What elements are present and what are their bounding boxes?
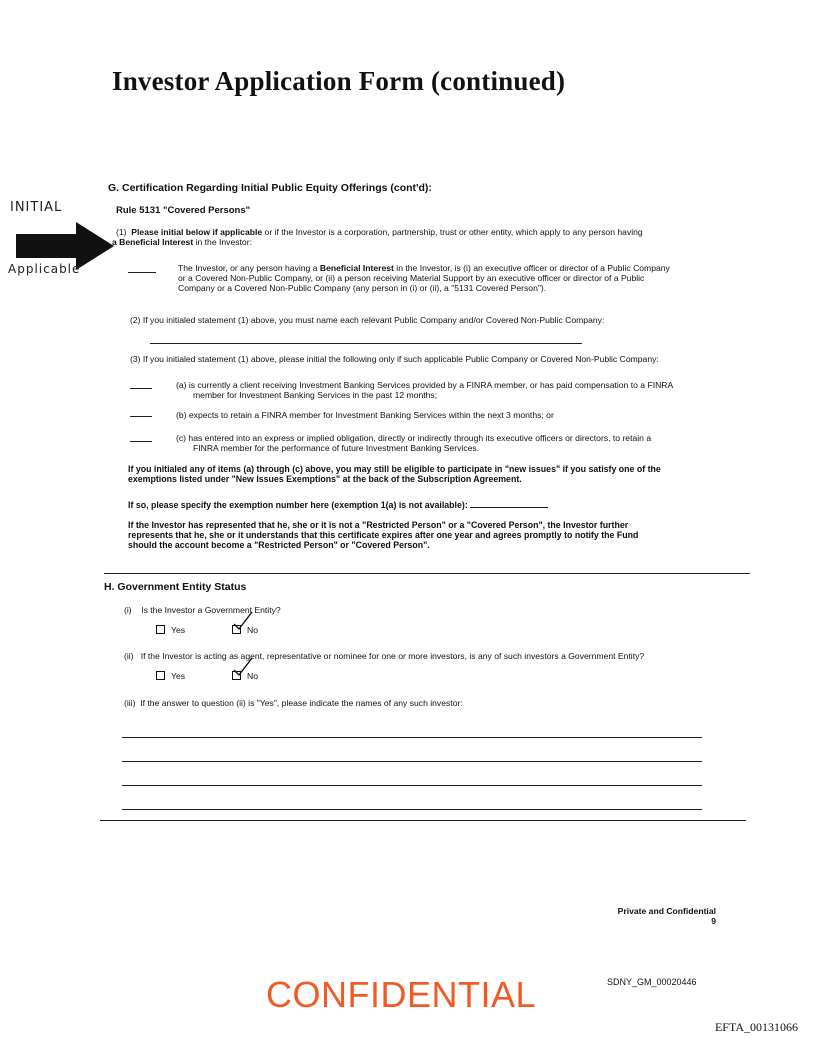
question-1: (i) Is the Investor a Government Entity? xyxy=(124,605,281,615)
question-3: (iii) If the answer to question (ii) is "Yes", please indicate the names of any such investor: xyxy=(124,698,463,708)
section-divider xyxy=(104,573,750,574)
initial-line-a[interactable] xyxy=(130,388,152,389)
private-confidential: Private and Confidential 9 xyxy=(617,906,716,926)
initial-line-c[interactable] xyxy=(130,441,152,442)
efta-number: EFTA_00131066 xyxy=(714,1020,798,1034)
q1-yes-option[interactable]: Yes xyxy=(156,625,185,635)
q2-no-option[interactable]: No xyxy=(232,671,258,681)
statement-1: The Investor, or any person having a Beneficial Interest in the Investor, is (i) an executive officer or director of a Public Company or a Covered Non-Public Company, or (ii) a person receiving Material Support by an executive officer or director of a Public Company or a Covered Non-Public Company (any person in (i) or (ii), a "5131 Covered Person"). xyxy=(178,263,670,293)
item-1-text: (1) Please initial below if applicable or if the Investor is a corporation, partnership, trust or other entity, which apply to any person having xyxy=(116,227,643,237)
item-b-text: (b) expects to retain a FINRA member for Investment Banking Services within the next 3 months; or xyxy=(176,410,554,420)
investor-names-line-4[interactable] xyxy=(122,809,702,810)
item-1-text-2: a Beneficial Interest in the Investor: xyxy=(112,237,252,247)
item-c-text: (c) has entered into an express or implied obligation, directly or indirectly through its executive officers or directors, to retain a FINRA member for the performance of future Investment Banking Services. xyxy=(176,433,652,453)
eligibility-paragraph: If you initialed any of items (a) through (c) above, you may still be eligible to participate in "new issues" if you satisfy one of the exemptions listed under "New Issues Exemptions" at the back of the Subscription Agreement. xyxy=(128,464,661,484)
section-g-heading: G. Certification Regarding Initial Public Equity Offerings (cont'd): xyxy=(108,182,432,194)
item-2-text: (2) If you initialed statement (1) above, you must name each relevant Public Company and/or Covered Non-Public Company: xyxy=(130,315,605,325)
confidential-watermark: CONFIDENTIAL xyxy=(266,974,537,1015)
bates-number: SDNY_GM_00020446 xyxy=(607,977,697,987)
q2-yes-option[interactable]: Yes xyxy=(156,671,185,681)
checkmark-icon xyxy=(230,610,254,632)
handwritten-initial: INITIAL xyxy=(10,200,63,215)
checkmark-icon xyxy=(230,656,254,678)
q1-no-option[interactable]: No xyxy=(232,625,258,635)
item-3-text: (3) If you initialed statement (1) above, please initial the following only if such applicable Public Company or Covered Non-Public Company: xyxy=(130,354,659,364)
company-name-field[interactable] xyxy=(150,343,582,344)
section-end-divider xyxy=(100,820,746,821)
investor-names-line-1[interactable] xyxy=(122,737,702,738)
representation-paragraph: If the Investor has represented that he, she or it is not a "Restricted Person" or a "Covered Person", the Investor further represents that he, she or it understands that this certificate expires after one year and agrees promptly to notify the Fund should the account become a "Restricted Person" or "Covered Person". xyxy=(128,520,639,550)
q2-yes-checkbox[interactable] xyxy=(156,671,165,680)
handwritten-applicable: Applicable xyxy=(8,262,81,276)
initial-line-b[interactable] xyxy=(130,416,152,417)
initial-line-1[interactable] xyxy=(128,272,156,273)
exemption-number-field[interactable] xyxy=(470,507,548,508)
rule-heading: Rule 5131 "Covered Persons" xyxy=(116,205,251,216)
q1-yes-checkbox[interactable] xyxy=(156,625,165,634)
investor-names-line-3[interactable] xyxy=(122,785,702,786)
section-h-heading: H. Government Entity Status xyxy=(104,581,247,593)
exemption-paragraph: If so, please specify the exemption number here (exemption 1(a) is not available): xyxy=(128,500,728,510)
page-title: Investor Application Form (continued) xyxy=(112,66,566,96)
item-a-text: (a) is currently a client receiving Investment Banking Services provided by a FINRA member, or has paid compensation to a FINRA member for Investment Banking Services in the past 12 months; xyxy=(176,380,674,400)
question-2: (ii) If the Investor is acting as agent, representative or nominee for one or more investors, is any of such investors a Government Entity? xyxy=(124,651,645,661)
investor-names-line-2[interactable] xyxy=(122,761,702,762)
page-number: 9 xyxy=(711,916,716,926)
